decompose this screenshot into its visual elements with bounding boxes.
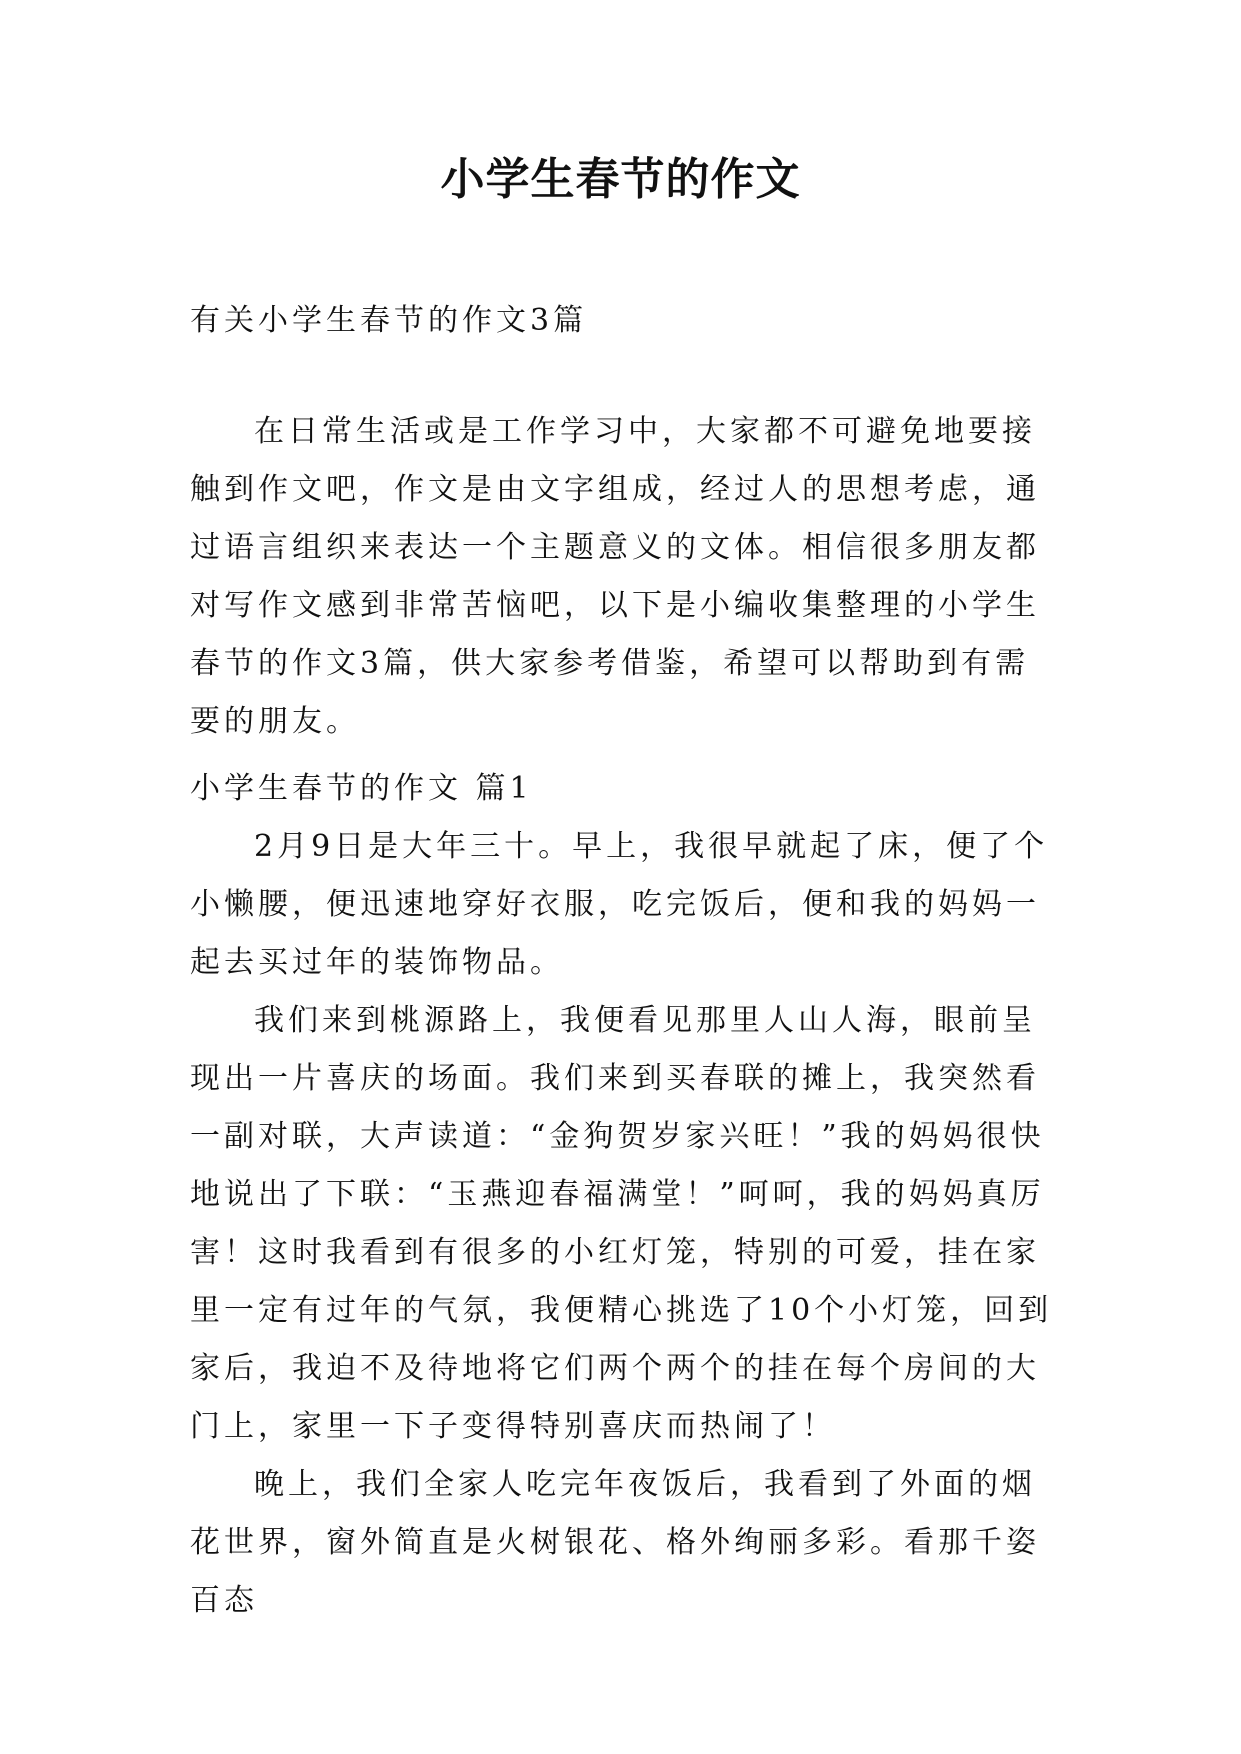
article-paragraph: 晚上，我们全家人吃完年夜饭后，我看到了外面的烟花世界，窗外简直是火树银花、格外绚丽多彩。看那千姿百态 bbox=[190, 1467, 1040, 1618]
document-title: 小学生春节的作文 bbox=[440, 154, 801, 205]
article-body bbox=[190, 818, 1060, 1630]
article-paragraph: 2月9日是大年三十。早上，我很早就起了床，便了个小懒腰，便迅速地穿好衣服，吃完饭后，便和我的妈妈一起去买过年的装饰物品。 bbox=[190, 829, 1049, 980]
document-subtitle: 有关小学生春节的作文3篇 bbox=[190, 303, 588, 338]
article-paragraph: 我们来到桃源路上，我便看见那里人山人海，眼前呈现出一片喜庆的场面。我们来到买春联的摊上，我突然看一副对联，大声读道：“金狗贺岁家兴旺！”我的妈妈很快地说出了下联：“玉燕迎春福满堂！”呵呵，我的妈妈真厉害！这时我看到有很多的小红灯笼，特别的可爱，挂在家里一定有过年的气氛，我便精心挑选了10个小灯笼，回到家后，我迫不及待地将它们两个两个的挂在每个房间的大门上，家里一下子变得特别喜庆而热闹了！ bbox=[190, 1003, 1053, 1444]
intro-paragraph: 在日常生活或是工作学习中，大家都不可避免地要接触到作文吧，作文是由文字组成，经过人的思想考虑，通过语言组织来表达一个主题意义的文体。相信很多朋友都对写作文感到非常苦恼吧，以下是小编收集整理的小学生春节的作文3篇，供大家参考借鉴，希望可以帮助到有需要的朋友。 bbox=[190, 414, 1040, 739]
section-heading: 小学生春节的作文 篇1 bbox=[190, 771, 533, 806]
